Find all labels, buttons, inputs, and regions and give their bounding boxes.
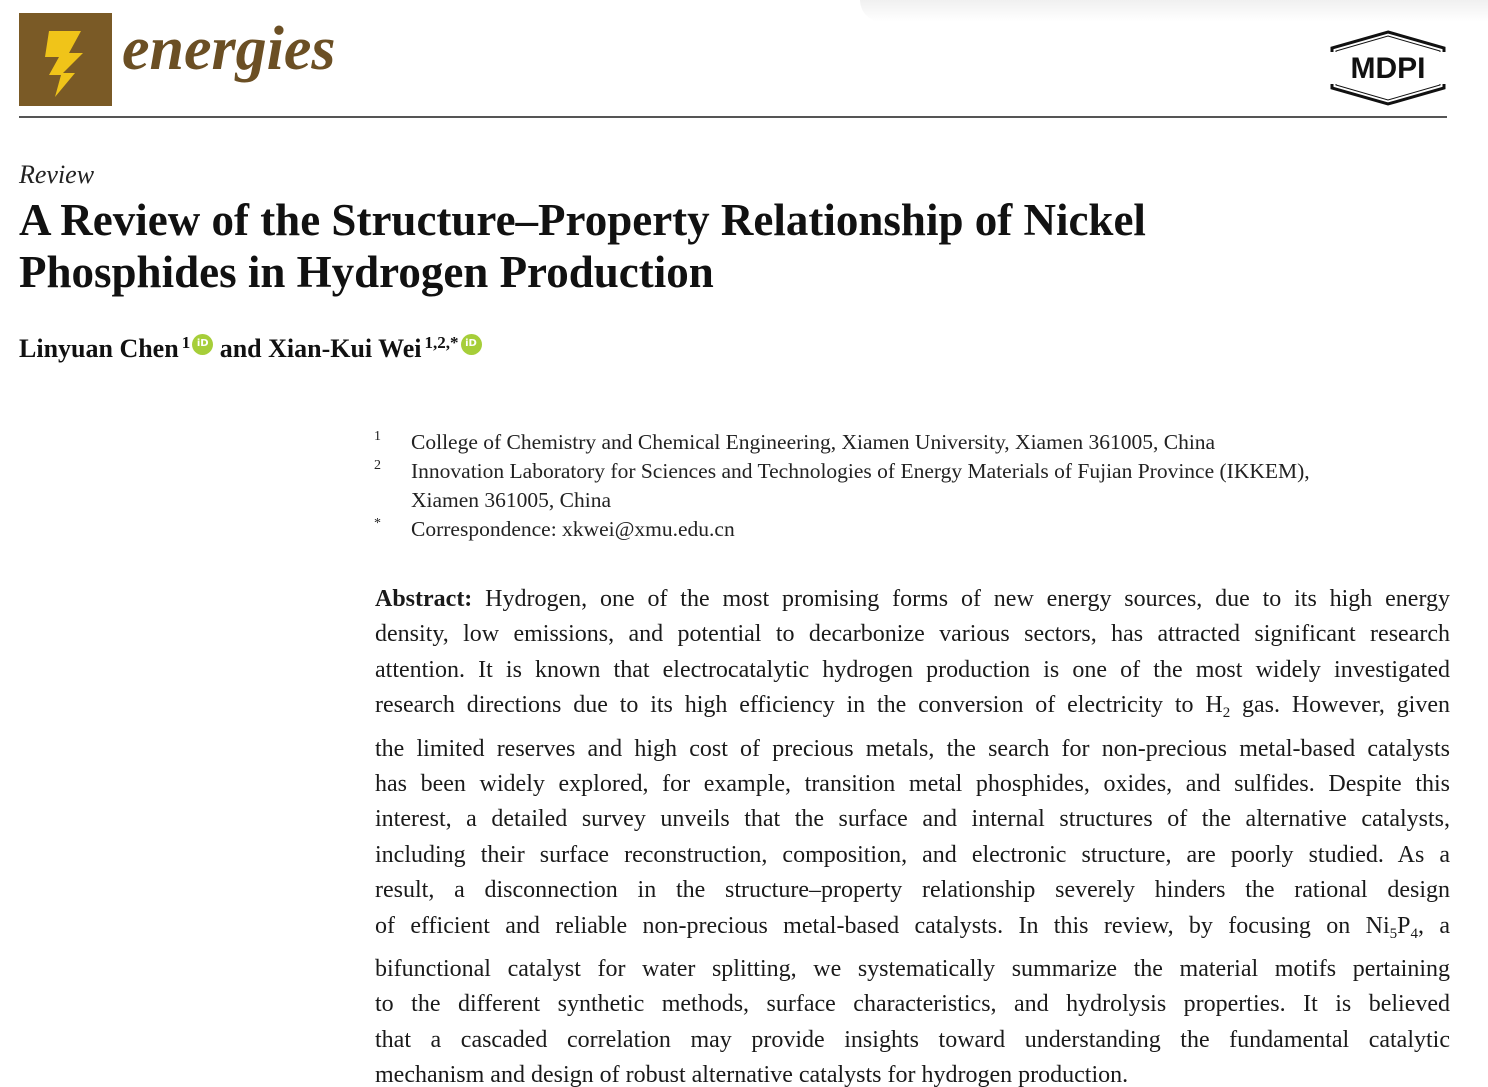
abstract-line: including their surface reconstruction, composition, and electronic structure, are poorly studied. As a	[375, 841, 1450, 868]
abstract-line: of efficient and reliable non-precious metal-based catalysts. In this review, by focusing on $Ni_5P_4$, a	[375, 912, 1450, 942]
abstract-line: the limited reserves and high cost of precious metals, the search for non-precious metal-based catalysts	[375, 735, 1450, 762]
abstract-line: density, low emissions, and potential to decarbonize various sectors, has attracted significant research	[375, 621, 1450, 648]
header-divider	[19, 116, 1447, 118]
abstract-line: that a cascaded correlation may provide insights toward understanding the fundamental catalytic	[375, 1026, 1450, 1053]
abstract-line: Abstract: Hydrogen, one of the most promising forms of new energy sources, due to its high energy	[375, 586, 1450, 612]
lightning-bolt-icon	[19, 13, 112, 106]
journal-logo	[19, 13, 112, 106]
affiliation-item	[374, 457, 1454, 515]
correspondence-text: Correspondence: xkwei@xmu.edu.cn	[411, 517, 735, 541]
orcid-icon[interactable]	[461, 334, 482, 355]
author-joiner: and	[219, 334, 262, 363]
abstract-line: mechanism and design of robust alternative catalysts for hydrogen production.	[375, 1062, 1129, 1087]
abstract-line: research directions due to its high efficiency in the conversion of electricity to $H_2$ gas. However, given	[375, 692, 1450, 722]
affiliation-text: Xiamen 361005, China	[411, 488, 612, 512]
article-title	[19, 194, 1459, 298]
browser-shade	[860, 0, 1488, 22]
abstract-line: interest, a detailed survey unveils that the surface and internal structures of the alternative catalysts,	[375, 806, 1450, 833]
affiliations	[374, 428, 1454, 544]
correspondence	[374, 515, 1454, 544]
affiliation-text: College of Chemistry and Chemical Engineering, Xiamen University, Xiamen 361005, China	[411, 430, 1216, 454]
author-affiliation-mark: 1	[181, 333, 191, 352]
abstract-line: bifunctional catalyst for water splitting, we systematically summarize the material motifs pertaining	[375, 956, 1450, 983]
abstract-line: result, a disconnection in the structure–property relationship severely hinders the rational design	[375, 877, 1450, 904]
abstract-line: to the different synthetic methods, surface characteristics, and hydrolysis properties. It is believed	[375, 991, 1450, 1018]
title-line: A Review of the Structure–Property Relationship of Nickel	[19, 195, 1146, 245]
abstract-line: has been widely explored, for example, transition metal phosphides, oxides, and sulfides. Despite this	[375, 771, 1450, 798]
affiliation-mark: 1	[374, 429, 381, 444]
publisher-name: MDPI	[1350, 52, 1426, 85]
title-line: Phosphides in Hydrogen Production	[19, 247, 714, 297]
orcid-icon[interactable]	[192, 334, 213, 355]
abstract	[375, 582, 1450, 1087]
affiliation-item	[374, 428, 1454, 457]
affiliation-mark: 2	[374, 458, 381, 473]
journal-name: energies	[122, 15, 336, 83]
correspondence-mark: *	[374, 516, 381, 531]
mdpi-logo	[1328, 30, 1448, 106]
author-list	[19, 333, 482, 364]
article-type: Review	[19, 160, 95, 189]
author-name: Xian-Kui Wei	[268, 334, 422, 363]
author-affiliation-mark: 1,2,*	[424, 333, 459, 352]
affiliation-text: Innovation Laboratory for Sciences and Technologies of Energy Materials of Fujian Province (IKKEM),	[411, 459, 1310, 483]
abstract-line: attention. It is known that electrocatalytic hydrogen production is one of the most widely investigated	[375, 656, 1450, 683]
abstract-label: Abstract:	[375, 586, 473, 612]
author-name: Linyuan Chen	[19, 334, 179, 363]
